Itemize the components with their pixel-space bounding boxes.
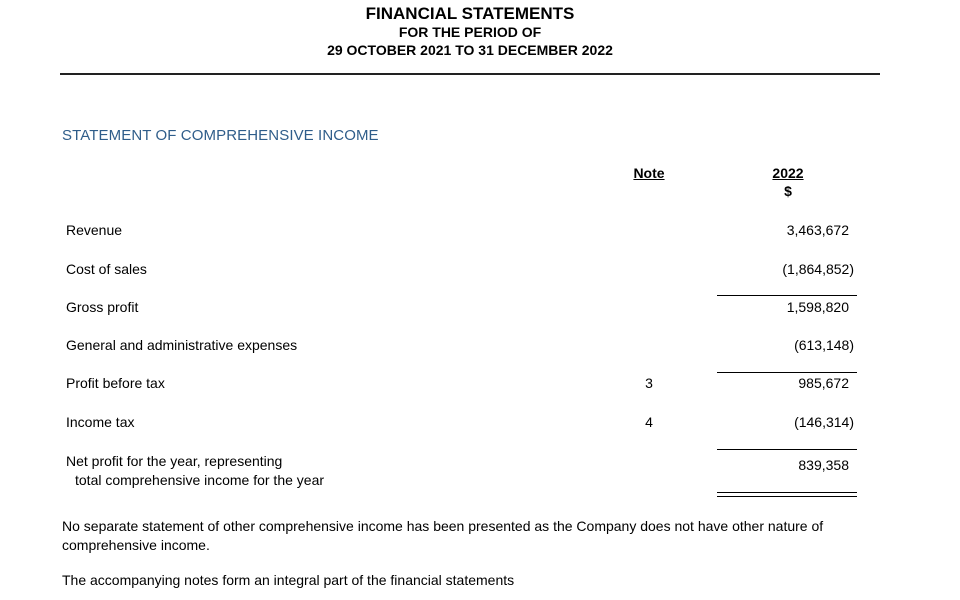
document-subtitle-dates: 29 OCTOBER 2021 TO 31 DECEMBER 2022 xyxy=(327,42,613,58)
row-label-revenue: Revenue xyxy=(66,222,123,238)
net-profit-label-line-1: Net profit for the year, representing xyxy=(66,453,283,469)
row-label-cost-of-sales: Cost of sales xyxy=(66,261,147,277)
row-note-profit-before-tax: 3 xyxy=(645,375,653,391)
row-value-income-tax: (146,314) xyxy=(794,414,854,430)
subtotal-rule xyxy=(717,295,857,296)
row-value-profit-before-tax: 985,672 xyxy=(798,375,849,391)
row-label-general-admin-expenses: General and administrative expenses xyxy=(66,337,298,353)
subtotal-rule xyxy=(717,372,857,373)
note-column-header: Note xyxy=(633,165,665,181)
row-value-general-admin-expenses: (613,148) xyxy=(794,337,854,353)
row-label-profit-before-tax: Profit before tax xyxy=(66,375,165,391)
footnote-accompanying-notes: The accompanying notes form an integral part of the financial statements xyxy=(62,572,515,588)
currency-column-header: $ xyxy=(784,183,792,199)
footnote-other-comprehensive-income: No separate statement of other comprehensive income has been presented as the Company does not have other nature of comprehensive income. xyxy=(62,518,824,553)
row-value-cost-of-sales: (1,864,852) xyxy=(782,261,854,277)
statement-heading: STATEMENT OF COMPREHENSIVE INCOME xyxy=(62,127,379,144)
subtotal-rule xyxy=(717,449,857,450)
net-profit-label-line-2: total comprehensive income for the year xyxy=(75,472,325,488)
document-subtitle-period: FOR THE PERIOD OF xyxy=(398,24,542,40)
row-value-revenue: 3,463,672 xyxy=(786,222,849,238)
total-double-rule xyxy=(717,492,857,497)
row-label-net-profit xyxy=(66,452,324,490)
document-title: FINANCIAL STATEMENTS xyxy=(365,4,575,23)
row-label-gross-profit: Gross profit xyxy=(66,299,139,315)
row-label-income-tax: Income tax xyxy=(66,414,135,430)
header-divider xyxy=(60,73,880,75)
row-note-income-tax: 4 xyxy=(645,414,653,430)
row-value-gross-profit: 1,598,820 xyxy=(786,299,849,315)
row-value-net-profit: 839,358 xyxy=(798,457,849,473)
year-column-header: 2022 xyxy=(772,165,804,181)
